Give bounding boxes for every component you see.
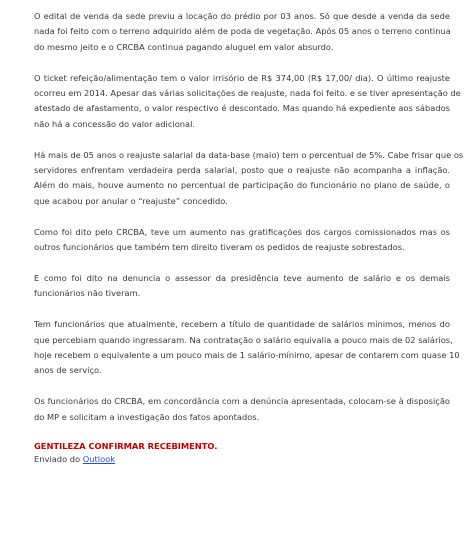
paragraph-assessor: [34, 271, 450, 302]
text-line: não há a concessão do valor adicional.: [34, 118, 196, 129]
outlook-link[interactable]: Outlook: [82, 454, 116, 465]
text-line: outros funcionários que também tem direito tiveram os pedidos de reajuste sobrestados.: [34, 241, 405, 252]
text-line: ocorreu em 2014. Apesar das várias solicitações de reajuste, nada foi feito. e se tiver apresentação de: [34, 87, 461, 98]
paragraph-ticket: [34, 71, 461, 132]
text-line: E como foi dito na denuncia o assessor da presidência teve aumento de salário e os demais: [34, 273, 450, 284]
paragraph-gratificacoes: [34, 225, 450, 256]
text-line: que percebiam quando ingressaram. Na contratação o salário equivalia a pouco mais de 02 salários,: [34, 334, 453, 345]
text-line: servidores enfrentam verdadeira perda salarial, posto que o reajuste não acompanha a inflação.: [34, 164, 450, 175]
text-line: Os funcionários do CRCBA, em concordância com a denúncia apresentada, colocam-se à disposição: [34, 396, 450, 407]
paragraph-conclusao: [34, 394, 450, 425]
text-line: do MP e solicitam a investigação dos fatos apontados.: [34, 411, 260, 422]
paragraph-reajuste: [34, 148, 464, 209]
text-line: anos de serviço.: [34, 365, 102, 376]
sent-from-signature: [34, 453, 450, 465]
text-line: que acabou por anular o “reajuste” concedido.: [34, 195, 228, 206]
text-line: nada foi feito com o terreno adquirido além de poda de vegetação. Após 05 anos o terreno continua: [34, 26, 451, 37]
sent-from-prefix: Enviado do: [34, 454, 83, 465]
text-line: Há mais de 05 anos o reajuste salarial da data-base (maio) tem o percentual de 5%. Cabe frisar que os: [34, 149, 464, 160]
text-line: Tem funcionários que atualmente, recebem a título de quantidade de salários mínimos, menos do: [34, 319, 450, 330]
text-line: funcionários não tiveram.: [34, 288, 141, 299]
text-line: O edital de venda da sede previu a locação do prédio por 03 anos. Só que desde a venda da sede: [34, 11, 450, 21]
paragraph-salario-minimo: [34, 317, 460, 378]
text-line: do mesmo jeito e o CRCBA continua pagando aluguel em valor absurdo.: [34, 41, 334, 52]
paragraph-sede: [34, 9, 450, 55]
text-line: Como foi dito pelo CRCBA, teve um aumento nas gratificações dos cargos comissionados mas os: [34, 226, 450, 237]
text-line: hoje recebem o equivalente a um pouco mais de 1 salário-mínimo, apesar de contarem com quase 10: [34, 350, 460, 361]
text-line: atestado de afastamento, o valor respectivo é descontado. Mas quando há expediente aos sábados: [34, 103, 450, 114]
email-body: [34, 9, 464, 465]
text-line: Além do mais, houve aumento no percentual de participação do funcionário no plano de saúde, o: [34, 180, 450, 191]
text-line: O ticket refeição/alimentação tem o valor irrisório de R$ 374,00 (R$ 17,00/ dia). O último reajuste: [34, 72, 450, 83]
confirm-receipt-request: GENTILEZA CONFIRMAR RECEBIMENTO.: [34, 441, 218, 452]
